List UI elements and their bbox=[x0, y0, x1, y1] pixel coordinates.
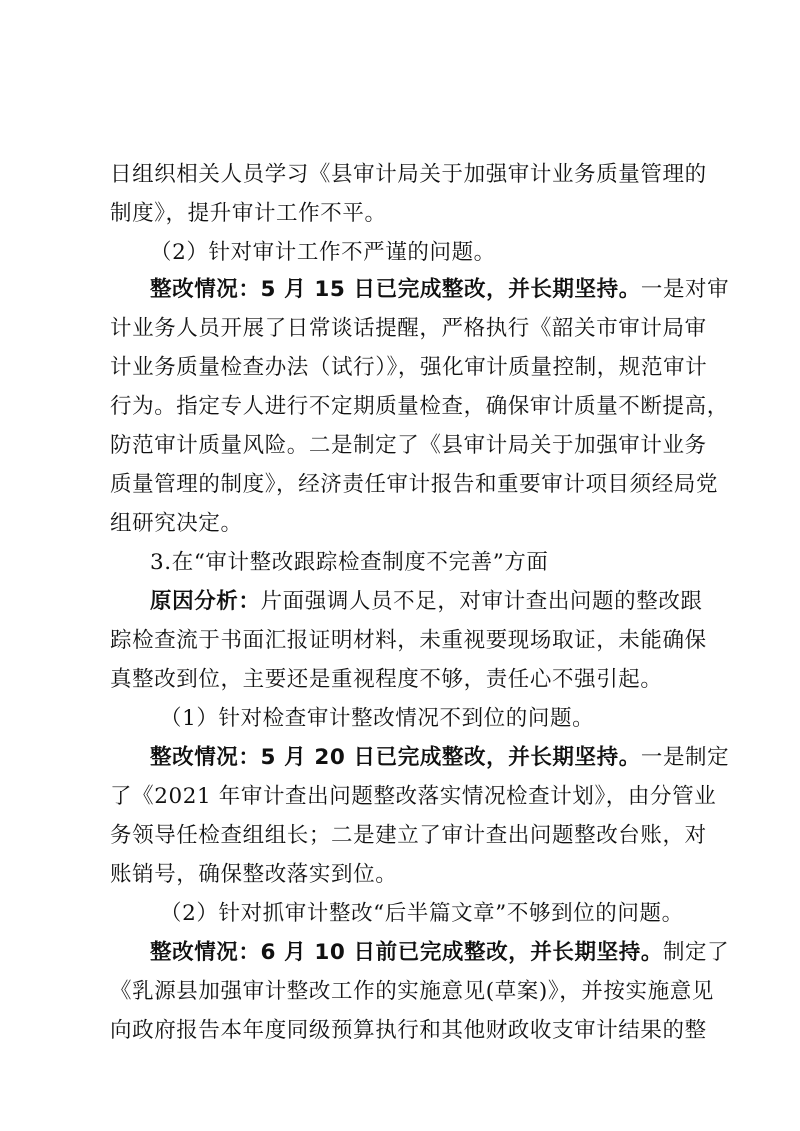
text-run: 一是对审 bbox=[640, 277, 730, 302]
text-line: 了《2021 年审计查出问题整改落实情况检查计划》，由分管业 bbox=[110, 784, 717, 809]
text-line: 踪检查流于书面汇报证明材料，未重视要现场取证，未能确保 bbox=[110, 628, 707, 653]
text-line: 防范审计质量风险。二是制定了《县审计局关于加强审计业务 bbox=[110, 433, 707, 458]
text-line: 《乳源县加强审计整改工作的实施意见(草案)》，并按实施意见 bbox=[110, 979, 714, 1004]
text-line: 计业务质量检查办法（试行）》，强化审计质量控制，规范审计 bbox=[110, 355, 708, 380]
paragraph-first-line bbox=[150, 588, 703, 616]
bold-lead: 整改情况：5 月 20 日已完成整改，并长期坚持。 bbox=[150, 745, 641, 770]
text-line: 向政府报告本年度同级预算执行和其他财政收支审计结果的整 bbox=[110, 1018, 707, 1043]
section-heading: （2）针对审计工作不严谨的问题。 bbox=[150, 240, 496, 265]
text-line: 计业务人员开展了日常谈话提醒，严格执行《韶关市审计局审 bbox=[110, 316, 707, 341]
bold-lead: 整改情况：6 月 10 日前已完成整改，并长期坚持。 bbox=[150, 940, 663, 965]
paragraph-first-line bbox=[150, 744, 730, 772]
section-heading: （1）针对检查审计整改情况不到位的问题。 bbox=[160, 706, 595, 731]
bold-lead: 原因分析： bbox=[150, 589, 261, 614]
text-line: 真整改到位，主要还是重视程度不够，责任心不强引起。 bbox=[110, 667, 663, 692]
paragraph-first-line bbox=[150, 939, 730, 967]
text-line: 组研究决定。 bbox=[110, 511, 243, 536]
bold-lead: 整改情况：5 月 15 日已完成整改，并长期坚持。 bbox=[150, 277, 641, 302]
text-run: 一是制定 bbox=[640, 745, 730, 770]
section-heading: （2）针对抓审计整改“后半篇文章”不够到位的问题。 bbox=[160, 901, 684, 926]
text-line: 制度》，提升审计工作不平。 bbox=[110, 201, 387, 226]
text-line: 日组织相关人员学习《县审计局关于加强审计业务质量管理的 bbox=[110, 162, 707, 187]
text-line: 质量管理的制度》，经济责任审计报告和重要审计项目须经局党 bbox=[110, 472, 719, 497]
text-line: 账销号，确保整改落实到位。 bbox=[110, 862, 398, 887]
text-run: 制定了 bbox=[662, 940, 730, 965]
text-line: 行为。指定专人进行不定期质量检查，确保审计质量不断提高， bbox=[110, 394, 729, 419]
text-run: 片面强调人员不足，对审计查出问题的整改跟 bbox=[260, 589, 703, 614]
section-heading: 3.在“审计整改跟踪检查制度不完善”方面 bbox=[150, 550, 549, 575]
text-line: 务领导任检查组组长；二是建立了审计查出问题整改台账，对 bbox=[110, 823, 707, 848]
paragraph-first-line bbox=[150, 276, 730, 304]
